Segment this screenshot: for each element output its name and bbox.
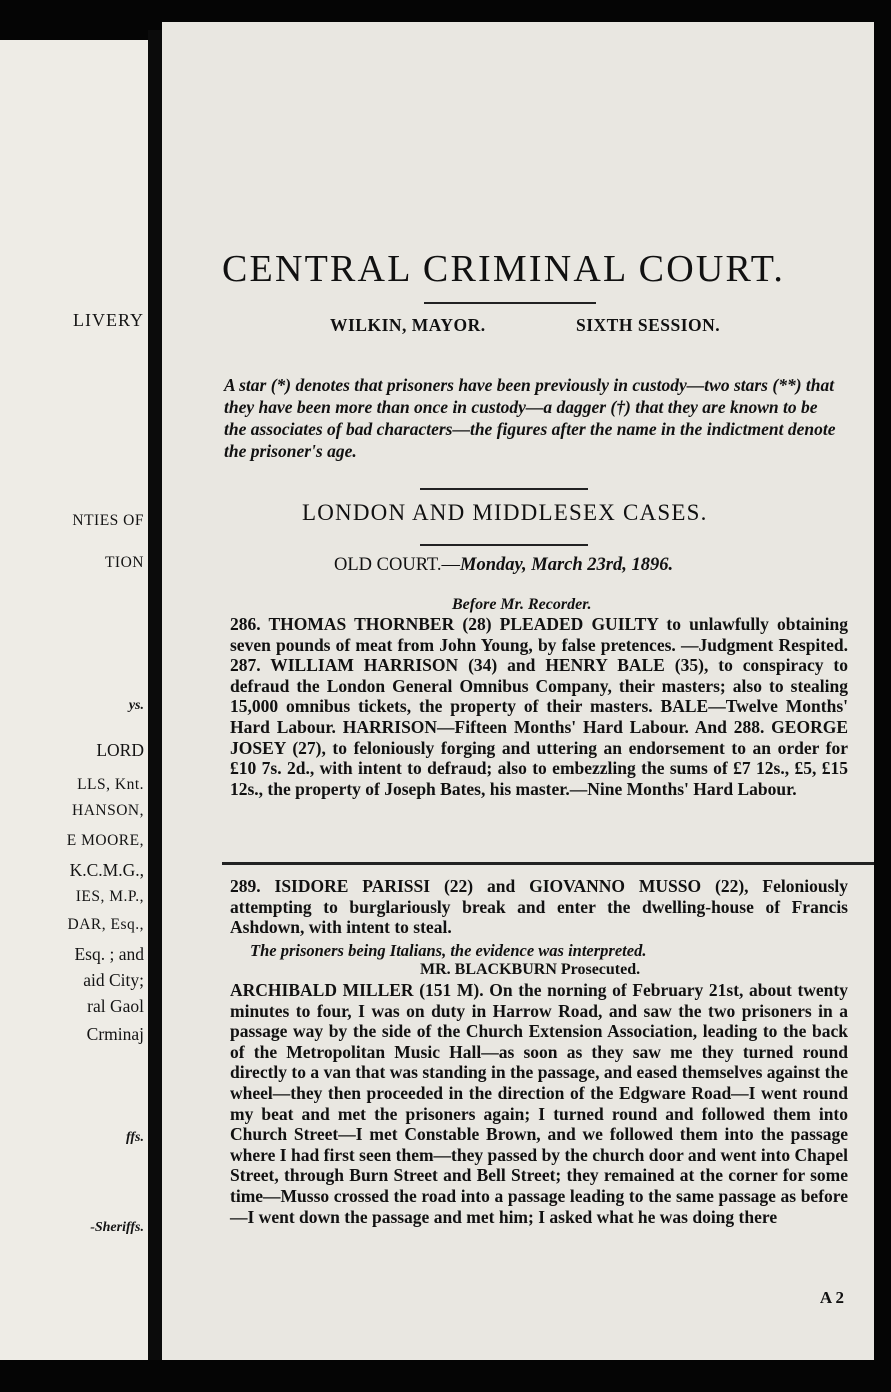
left-fragment: DAR, Esq., (67, 916, 144, 933)
court-date: Monday, March 23rd, 1896. (460, 555, 674, 575)
before-line: Before Mr. Recorder. (452, 596, 592, 613)
left-fragment: LIVERY (73, 310, 144, 330)
left-fragment: LLS, Knt. (77, 776, 144, 793)
left-fragment: NTIES OF (72, 512, 144, 529)
signature-mark: A 2 (819, 1288, 844, 1307)
cases-286-288: 286. THOMAS THORNBER (28) PLEADED GUILTY to unlawfully obtaining seven pounds of meat from John Young, by false pretences. —Judgment Respited. 287. WILLIAM HARRISON (34) and HENRY BALE (35), to conspiracy to defraud the London General Omnibus Company, their masters; also to stealing 15,000 omnibus tickets, the property of their masters. BALE—Twelve Months' Hard Labour. HARRISON—Fifteen Months' Hard Labour. And 288. GEORGE JOSEY (27), to feloniously forging and uttering an endorsement to an order for £10 7s. 2d., with intent to defraud; also to embezzling the sums of £7 12s., £5, £15 12s., the property of Joseph Bates, his master.—Nine Months' Hard Labour. (230, 614, 848, 799)
case-divider (222, 862, 874, 865)
left-fragment: IES, M.P., (75, 888, 144, 905)
title-rule (424, 302, 596, 304)
page-title: CENTRAL CRIMINAL COURT. (222, 248, 786, 290)
section-rule-top (420, 488, 588, 490)
session-heading: SIXTH SESSION. (576, 315, 721, 335)
left-fragment: -Sheriffs. (90, 1220, 144, 1235)
left-fragment: LORD (96, 740, 144, 760)
left-fragment: E MOORE, (66, 832, 144, 849)
left-fragment: ffs. (125, 1130, 144, 1145)
case-289: 289. ISIDORE PARISSI (22) and GIOVANNO MUSSO (22), Feloniously attempting to burglariously break and enter the dwelling-house of Francis Ashdown, with intent to steal. (230, 876, 848, 938)
testimony-miller: ARCHIBALD MILLER (151 M). On the norning of February 21st, about twenty minutes to four, I was on duty in Harrow Road, and saw the two prisoners in a passage way by the side of the Church Extension Association, leading to the back of the Metropolitan Music Hall—as soon as they saw me they turned round directly to a van that was standing in the passage, and eased themselves against the wheel—they then proceeded in the direction of the Edgware Road—I went round my beat and met the prisoners again; I turned round and followed them into Church Street—I met Constable Brown, and we followed them into the passage where I had first seen them—they passed by the church door and went into Chapel Street, through Burn Street and Bell Street; they remained at the corner for some time—Musso crossed the road into a passage leading to the same passage as before—I went down the passage and met him; I asked what he was doing there (230, 980, 848, 1227)
book-gutter (148, 30, 162, 1370)
right-page (162, 22, 874, 1360)
left-fragment: aid City; (83, 970, 144, 990)
court-name: OLD COURT.— (334, 555, 460, 575)
bottom-margin (0, 1360, 891, 1392)
section-rule-bottom (420, 544, 588, 546)
mayor-heading: WILKIN, MAYOR. (330, 315, 486, 335)
court-heading (334, 555, 673, 576)
left-fragment: TION (104, 554, 144, 571)
prosecuted-line: MR. BLACKBURN Prosecuted. (420, 961, 641, 978)
left-fragment: HANSON, (72, 802, 144, 819)
section-heading: LONDON AND MIDDLESEX CASES. (302, 500, 708, 525)
left-fragment: ys. (128, 698, 144, 713)
interpreted-note: The prisoners being Italians, the evidence was interpreted. (250, 941, 647, 960)
left-fragment: Esq. ; and (74, 944, 144, 964)
custody-notice: A star (*) denotes that prisoners have been previously in custody—two stars (**) that they have been more than once in custody—a dagger (†) that they are known to be the associates of bad characters—the figures after the name in the indictment denote the prisoner's age. (224, 375, 836, 461)
left-fragment: K.C.M.G., (69, 860, 144, 880)
left-fragment: ral Gaol (87, 996, 144, 1016)
left-page (0, 40, 148, 1362)
left-fragment: Crminaj (86, 1024, 144, 1044)
